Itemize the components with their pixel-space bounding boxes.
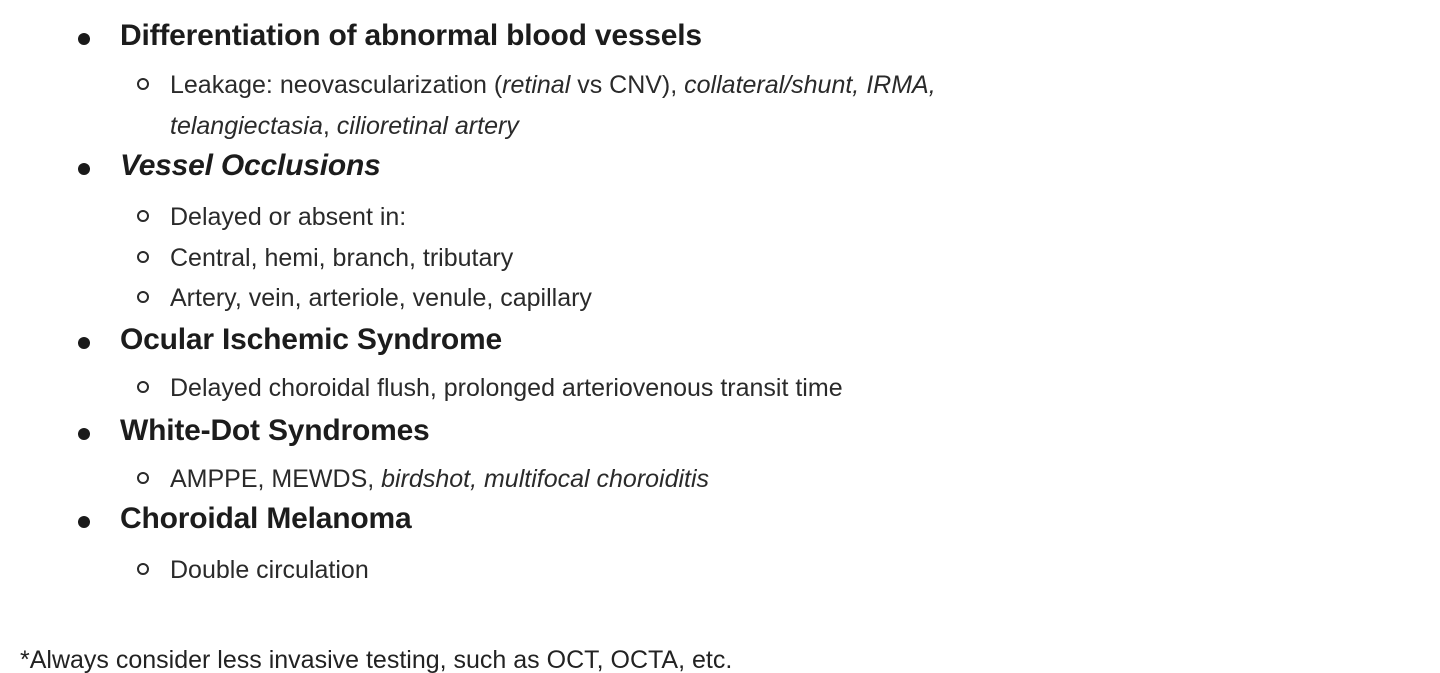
sub-item-text	[170, 459, 709, 500]
hollow-bullet-icon	[137, 251, 149, 263]
leakage-text-g: cilioretinal artery	[336, 112, 519, 140]
leakage-text-d: collateral/shunt, IRMA,	[684, 71, 936, 99]
item-heading: Differentiation of abnormal blood vessels	[120, 19, 702, 52]
item-heading: Vessel Occlusions	[120, 149, 381, 182]
leakage-text-e: telangiectasia	[170, 112, 323, 140]
leakage-text-c: vs CNV),	[570, 71, 685, 99]
item-heading: White-Dot Syndromes	[120, 414, 430, 447]
sub-text-plain: AMPPE, MEWDS,	[170, 465, 382, 493]
item-heading: Ocular Ischemic Syndrome	[120, 323, 503, 356]
bullet-dot-icon	[78, 163, 90, 175]
sub-item-text: Double circulation	[170, 556, 369, 584]
bullet-dot-icon	[78, 337, 90, 349]
item-heading: Choroidal Melanoma	[120, 502, 412, 535]
bullet-dot-icon	[78, 428, 90, 440]
footnote: *Always consider less invasive testing, such as OCT, OCTA, etc.	[20, 646, 733, 673]
hollow-bullet-icon	[137, 472, 149, 484]
sub-item-text: Artery, vein, arteriole, venule, capillary	[170, 284, 592, 312]
bullet-dot-icon	[78, 516, 90, 528]
sub-text-italic: birdshot, multifocal choroiditis	[381, 465, 710, 493]
sub-item-text: Delayed choroidal flush, prolonged arteriovenous transit time	[170, 374, 843, 402]
sub-item-text: Central, hemi, branch, tributary	[170, 244, 514, 272]
hollow-bullet-icon	[137, 210, 149, 222]
hollow-bullet-icon	[137, 381, 149, 393]
leakage-line-2	[170, 106, 936, 147]
bullet-dot-icon	[78, 33, 90, 45]
hollow-bullet-icon	[137, 78, 149, 90]
sub-item-text	[170, 65, 936, 147]
hollow-bullet-icon	[137, 291, 149, 303]
sub-item-text: Delayed or absent in:	[170, 203, 407, 231]
leakage-text-f: ,	[322, 112, 337, 140]
hollow-bullet-icon	[137, 563, 149, 575]
leakage-text-b: retinal	[502, 71, 571, 99]
leakage-text-a: Leakage: neovascularization (	[170, 71, 503, 99]
